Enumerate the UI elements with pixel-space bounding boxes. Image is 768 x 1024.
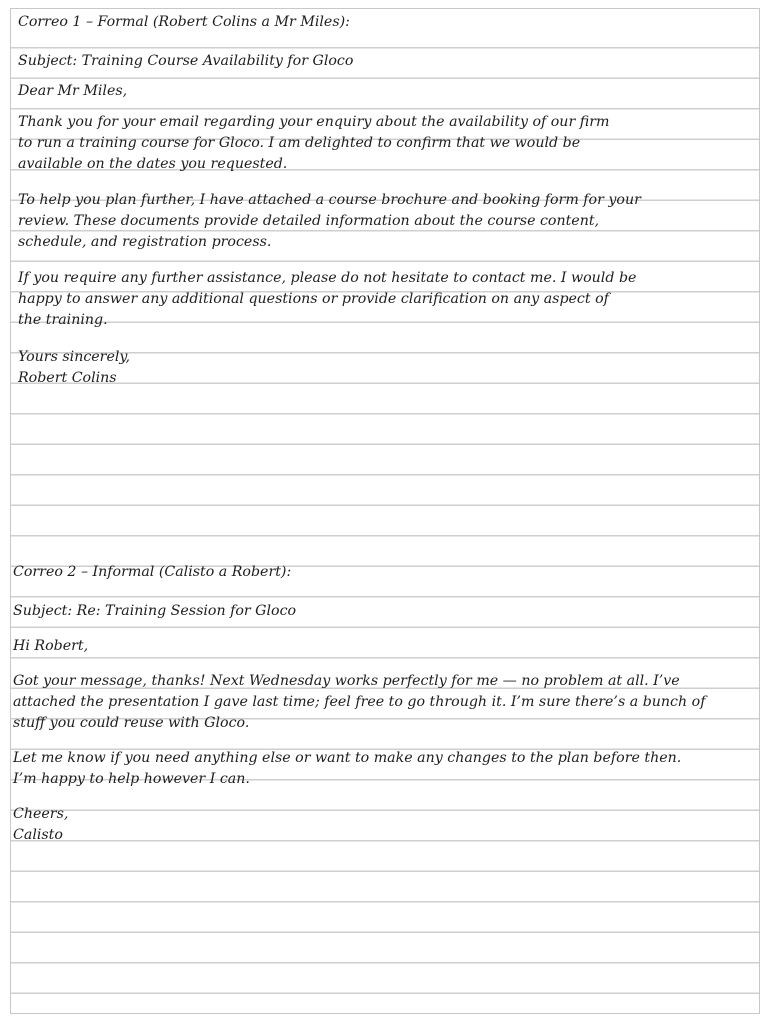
email-paragraph: Thank you for your email regarding your enquiry about the availability of our firm to run a training course for Gloco. I am delighted to confirm that we would be available on the dates you requested. xyxy=(18,114,610,172)
email-paragraph: Let me know if you need anything else or want to make any changes to the plan before then. I’m happy to help however I can. xyxy=(13,750,682,787)
email-paragraph: If you require any further assistance, please do not hesitate to contact me. I would be happy to answer any additional questions or provide clarification on any aspect of the training. xyxy=(18,270,637,328)
email-closing: Yours sincerely, Robert Colins xyxy=(18,349,131,386)
informal-email xyxy=(13,562,748,846)
email-heading: Correo 2 – Informal (Calisto a Robert): xyxy=(13,564,292,580)
email-closing: Cheers, Calisto xyxy=(13,806,69,843)
email-heading: Correo 1 – Formal (Robert Colins a Mr Miles): xyxy=(18,14,350,30)
email-paragraph: Got your message, thanks! Next Wednesday works perfectly for me — no problem at all. I’ve attached the presentation I gave last time; feel free to go through it. I’m sure there’s a bunch of stuff you could reuse with Gloco. xyxy=(13,673,706,731)
formal-email xyxy=(18,12,753,389)
email-subject: Subject: Training Course Availability for Gloco xyxy=(18,53,354,69)
email-subject: Subject: Re: Training Session for Gloco xyxy=(13,603,297,619)
email-greeting: Hi Robert, xyxy=(13,638,89,654)
email-paragraph: To help you plan further, I have attached a course brochure and booking form for your review. These documents provide detailed information about the course content, schedule, and registration process. xyxy=(18,192,641,250)
email-greeting: Dear Mr Miles, xyxy=(18,83,128,99)
